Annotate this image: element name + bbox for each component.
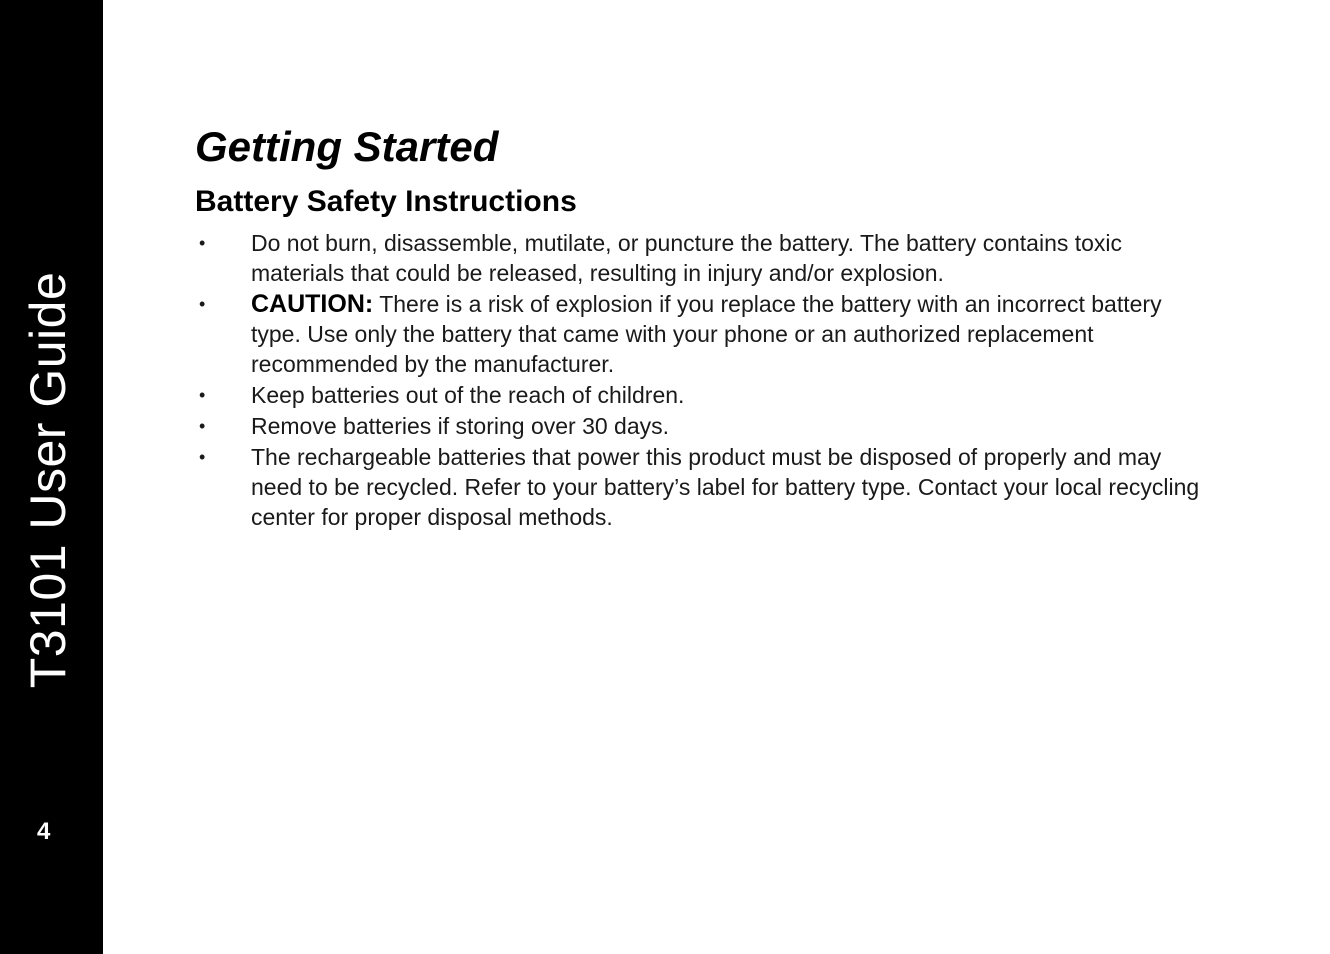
page-number: 4 bbox=[37, 818, 51, 845]
guide-title: T3101 User Guide bbox=[20, 271, 76, 689]
section-heading: Battery Safety Instructions bbox=[195, 185, 577, 218]
page-content bbox=[195, 122, 1205, 533]
list-item bbox=[195, 442, 1205, 532]
bullet-icon: • bbox=[199, 416, 206, 436]
bullet-icon: • bbox=[199, 447, 206, 467]
list-item-text: There is a risk of explosion if you replace the battery with an incorrect battery type. Use only the battery that came with your phone or an authorized replacement recommended by the manufacturer. bbox=[251, 291, 1162, 377]
battery-safety-list bbox=[195, 228, 1205, 532]
bullet-icon: • bbox=[199, 294, 206, 314]
page-title: Getting Started bbox=[195, 123, 499, 170]
side-bar bbox=[0, 0, 103, 954]
list-item-text: Keep batteries out of the reach of children. bbox=[251, 382, 685, 408]
caution-label: CAUTION: bbox=[251, 290, 374, 318]
bullet-icon: • bbox=[199, 385, 206, 405]
list-item bbox=[195, 380, 1205, 410]
list-item bbox=[195, 411, 1205, 441]
list-item bbox=[195, 289, 1205, 379]
list-item-text: Remove batteries if storing over 30 days. bbox=[251, 413, 670, 439]
list-item-text: Do not burn, disassemble, mutilate, or puncture the battery. The battery contains toxic materials that could be released, resulting in injury and/or explosion. bbox=[251, 230, 1123, 286]
list-item-text: The rechargeable batteries that power this product must be disposed of properly and may need to be recycled. Refer to your battery’s label for battery type. Contact your local recycling center for proper disposal methods. bbox=[251, 444, 1200, 530]
bullet-icon: • bbox=[199, 233, 206, 253]
list-item bbox=[195, 228, 1205, 288]
